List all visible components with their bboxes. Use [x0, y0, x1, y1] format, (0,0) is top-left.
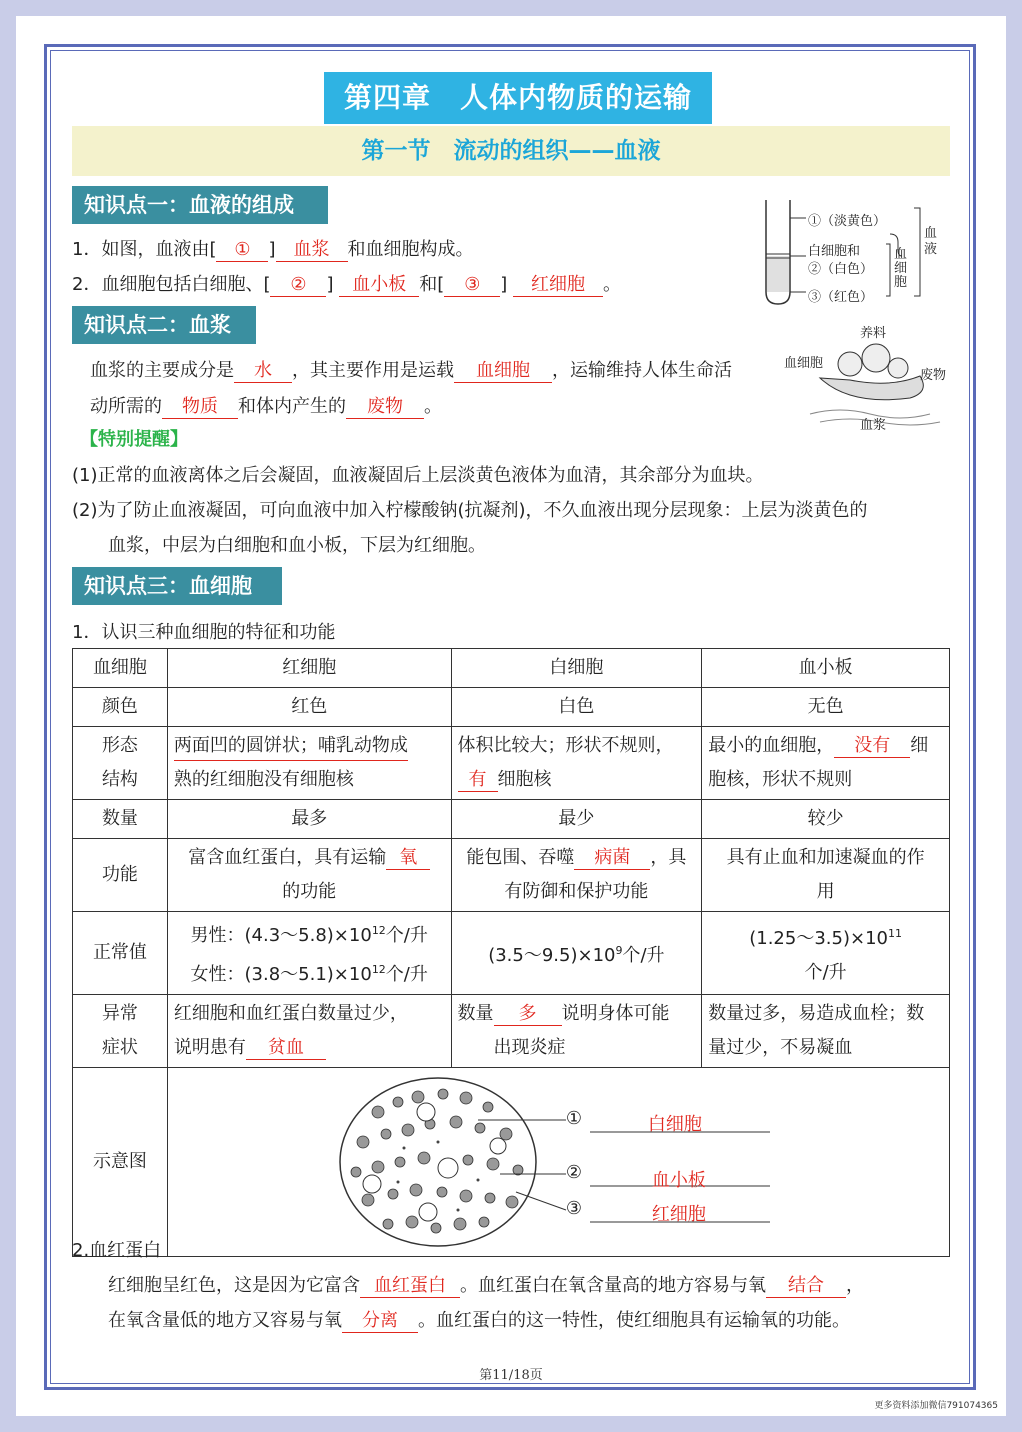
table-cell	[167, 995, 451, 1068]
table-row	[73, 1068, 950, 1257]
text: 个/升	[385, 925, 428, 946]
table-cell: 白细胞	[451, 649, 702, 688]
answer: 有	[458, 769, 498, 792]
text: 女性：(3.8～5.1)×10	[190, 964, 372, 985]
text: 的功能	[282, 881, 337, 902]
kp1-title: 知识点一：血液的组成	[72, 186, 328, 224]
text: 11	[887, 926, 902, 940]
answer: 血小板	[339, 274, 419, 297]
reminder-2b: 血浆，中层为白细胞和血小板，下层为红细胞。	[108, 535, 486, 556]
text: 。	[603, 274, 622, 295]
kp1-line1	[72, 237, 474, 263]
answer: 病菌	[574, 847, 650, 870]
text: 胞核，形状不规则	[708, 769, 853, 790]
text: 红细胞和血红蛋白数量过少，	[173, 1003, 408, 1024]
text: 个/升	[385, 964, 428, 985]
text: 。血红蛋白的这一特性，使红细胞具有运输氧的功能。	[418, 1310, 850, 1331]
plasma-boat-illustration	[780, 318, 955, 438]
table-cell	[167, 839, 451, 912]
answer: 血细胞	[454, 360, 552, 383]
reminder-2a: (2)为了防止血液凝固，可向血液中加入柠檬酸钠(抗凝剂)，不久血液出现分层现象：上层为淡黄色的	[72, 500, 868, 521]
table-cell	[451, 995, 702, 1068]
kp2-line2	[90, 394, 442, 420]
table-row	[73, 727, 950, 800]
tube-label-3: ②（白色）	[808, 262, 874, 277]
table-cell: 颜色	[73, 688, 168, 727]
table-cell	[73, 995, 168, 1068]
text: 症状	[101, 1037, 138, 1058]
text: 2．血细胞包括白细胞、[	[72, 274, 271, 295]
text: 和血细胞构成。	[347, 239, 474, 260]
text: 用	[816, 881, 835, 902]
text: 血	[894, 247, 908, 262]
diagram-number-1: ①	[565, 1108, 583, 1129]
answer: 分离	[342, 1310, 418, 1333]
table-cell	[702, 912, 950, 995]
table-cell	[167, 912, 451, 995]
text: 血浆的主要成分是	[90, 360, 234, 381]
text: 细	[910, 735, 929, 756]
hemoglobin-line1	[108, 1273, 864, 1299]
table-cell: 血细胞	[73, 649, 168, 688]
answer: 贫血	[246, 1037, 326, 1060]
answer: 多	[494, 1003, 562, 1026]
text: 异常	[101, 1003, 138, 1024]
answer: 结合	[766, 1275, 846, 1298]
text: 红细胞呈红色，这是因为它富含	[108, 1275, 360, 1296]
answer: 血浆	[276, 239, 348, 262]
tube-label-1: ①（淡黄色）	[808, 214, 887, 229]
text: ，	[846, 1275, 864, 1296]
boat-label-nutrients: 养料	[860, 326, 887, 341]
kp2-title: 知识点二：血浆	[72, 306, 256, 344]
text: 男性：(4.3～5.8)×10	[190, 925, 372, 946]
answer: 废物	[346, 396, 424, 419]
answer: 没有	[834, 735, 910, 758]
text: 血	[924, 226, 938, 241]
blood-cell-table	[72, 648, 950, 1257]
test-tube-diagram	[760, 196, 960, 312]
diagram-answer-1: 白细胞	[647, 1114, 702, 1135]
text: 富含血红蛋白，具有运输	[188, 847, 387, 868]
table-cell: 红色	[167, 688, 451, 727]
answer: 红细胞	[513, 274, 603, 297]
boat-label-waste: 废物	[920, 368, 947, 383]
text: 具有止血和加速凝血的作	[726, 847, 925, 868]
text: 熟的红细胞没有细胞核	[173, 769, 354, 790]
table-row	[73, 912, 950, 995]
text: 12	[371, 924, 386, 937]
text: 动所需的	[90, 396, 162, 417]
table-cell	[451, 839, 702, 912]
text: 液	[924, 242, 938, 257]
table-cell	[702, 727, 950, 800]
table-row	[73, 688, 950, 727]
text: ]	[268, 239, 276, 260]
hemoglobin-heading: 2.血红蛋白	[72, 1240, 162, 1261]
boat-label-cells: 血细胞	[784, 356, 824, 371]
text: 有防御和保护功能	[504, 881, 649, 902]
text: 个/升	[622, 944, 665, 966]
table-cell: 功能	[73, 839, 168, 912]
text: 。	[424, 396, 442, 417]
table-cell	[702, 839, 950, 912]
table-row	[73, 839, 950, 912]
text: 。血红蛋白在氧含量高的地方容易与氧	[460, 1275, 766, 1296]
kp3-title: 知识点三：血细胞	[72, 567, 282, 605]
text: 和[	[419, 274, 445, 295]
answer: 血红蛋白	[360, 1275, 460, 1298]
diagram-answer-2: 血小板	[651, 1170, 706, 1191]
text: ]	[500, 274, 508, 295]
tube-label-cell	[894, 248, 907, 290]
hemoglobin-line2	[108, 1308, 850, 1334]
table-cell	[451, 912, 702, 995]
kp3-subheading: 1．认识三种血细胞的特征和功能	[72, 622, 336, 643]
diagram-cell	[167, 1068, 949, 1257]
text: 数量	[457, 1003, 494, 1024]
text: 细	[894, 261, 908, 276]
text: 9	[615, 943, 623, 957]
chapter-title: 第四章 人体内物质的运输	[324, 72, 712, 124]
text: (3.5～9.5)×10	[488, 944, 616, 966]
text: 细胞核	[497, 769, 552, 790]
table-cell: 正常值	[73, 912, 168, 995]
section-title: 第一节 流动的组织——血液	[72, 126, 950, 176]
answer: ③	[444, 274, 500, 297]
tube-label-4: ③（红色）	[808, 290, 874, 305]
text: 量过少，不易凝血	[708, 1037, 853, 1058]
text: ，其主要作用是运载	[292, 360, 454, 381]
kp1-line2	[72, 272, 621, 298]
text: 个/升	[804, 961, 847, 983]
table-cell: 示意图	[73, 1068, 168, 1257]
text: 体积比较大；形状不规则，	[457, 735, 674, 756]
kp2-line1	[90, 358, 732, 384]
text: 数量过多，易造成血栓；数	[708, 1003, 925, 1024]
boat-label-plasma: 血浆	[860, 418, 887, 433]
answer: 氧	[386, 847, 430, 870]
text: 结构	[101, 769, 138, 790]
table-row	[73, 649, 950, 688]
text: 说明患有	[173, 1037, 246, 1058]
text: 和体内产生的	[238, 396, 346, 417]
table-cell: 数量	[73, 800, 168, 839]
table-cell	[167, 727, 451, 800]
table-cell	[702, 995, 950, 1068]
diagram-number-3: ③	[565, 1198, 583, 1219]
table-row	[73, 800, 950, 839]
blood-smear-svg	[338, 1072, 788, 1252]
special-reminder-heading: 【特别提醒】	[80, 429, 188, 450]
table-cell: 血小板	[702, 649, 950, 688]
text: 形态	[101, 735, 138, 756]
page-number: 第11/18页	[479, 1368, 543, 1383]
table-cell: 最少	[451, 800, 702, 839]
table-cell: 较少	[702, 800, 950, 839]
diagram-answer-3: 红细胞	[651, 1204, 706, 1225]
answer: 水	[234, 360, 292, 383]
text: 1．如图，血液由[	[72, 239, 217, 260]
text: 两面凹的圆饼状；哺乳动物成	[174, 732, 408, 761]
text: 胞	[894, 275, 908, 290]
text: 能包围、吞噬	[466, 847, 575, 868]
table-row	[73, 995, 950, 1068]
answer: ①	[216, 239, 268, 262]
text: 说明身体可能	[561, 1003, 670, 1024]
text: ，具	[650, 847, 687, 868]
reminder-1: (1)正常的血液离体之后会凝固，血液凝固后上层淡黄色液体为血清，其余部分为血块。	[72, 465, 764, 486]
text: ]	[326, 274, 334, 295]
text: ，运输维持人体生命活	[552, 360, 732, 381]
table-cell	[73, 727, 168, 800]
table-cell: 无色	[702, 688, 950, 727]
text: 最小的血细胞，	[708, 735, 835, 756]
diagram-number-2: ②	[565, 1162, 583, 1183]
answer: 物质	[162, 396, 238, 419]
table-cell	[451, 727, 702, 800]
answer: ②	[270, 274, 326, 297]
table-cell: 红细胞	[167, 649, 451, 688]
tube-label-blood	[924, 226, 937, 258]
watermark-text: 更多资料添加微信791074365	[874, 1401, 998, 1411]
text: 出现炎症	[493, 1037, 566, 1058]
table-cell: 最多	[167, 800, 451, 839]
text: 在氧含量低的地方又容易与氧	[108, 1310, 342, 1331]
table-cell: 白色	[451, 688, 702, 727]
tube-label-2: 白细胞和	[808, 244, 861, 259]
text: (1.25～3.5)×10	[749, 927, 888, 949]
text: 12	[371, 963, 386, 976]
